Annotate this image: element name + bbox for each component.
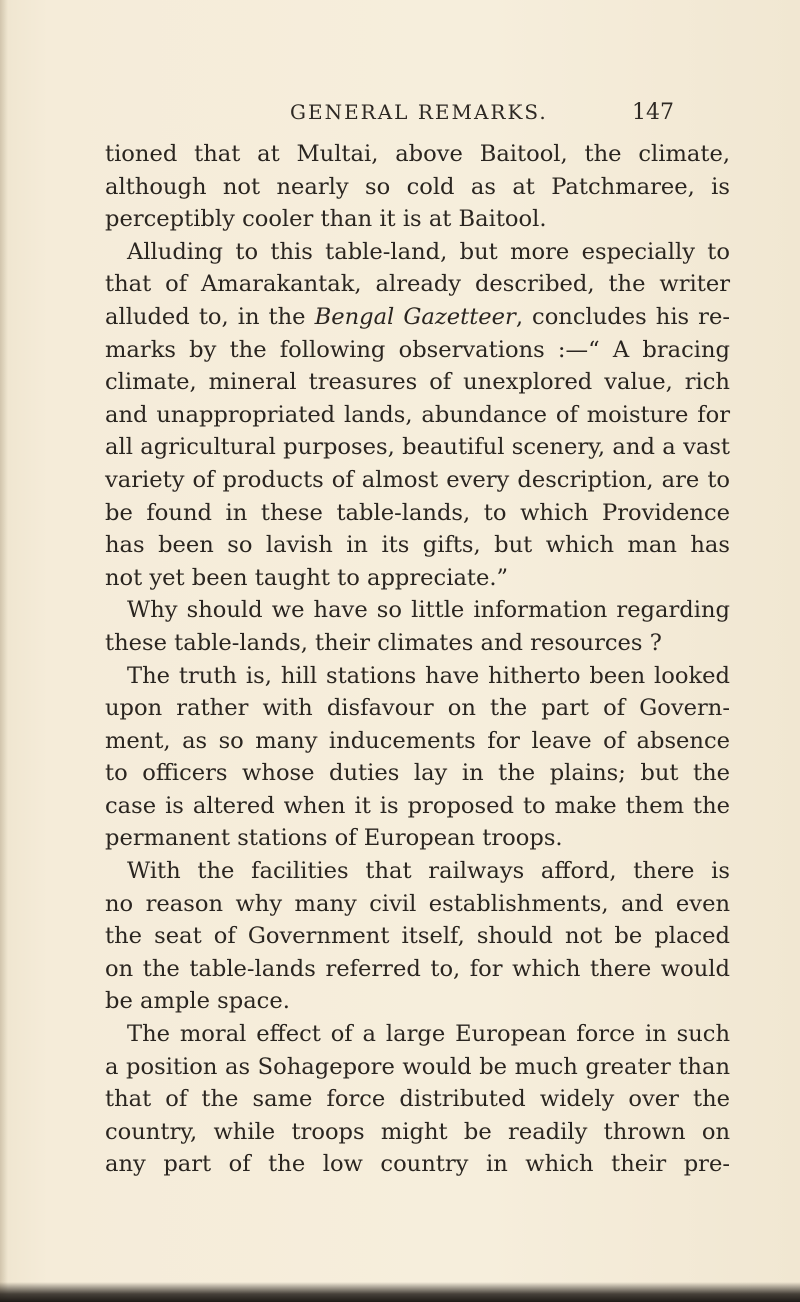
text-line: no reason why many civil establishments, and even [105,890,730,917]
page-gutter-shadow [0,0,8,1302]
text-line: all agricultural purposes, beautiful scenery, and a vast [105,434,730,461]
text-line: be found in these table-lands, to which Providence [105,499,730,526]
text-line: alluded to, in the Bengal Gazetteer, concludes his re- [105,303,730,330]
text-line: With the facilities that railways afford, there is [127,858,730,885]
text-line: the seat of Government itself, should not be placed [105,923,730,950]
text-line: that of Amarakantak, already described, the writer [105,271,730,298]
text-line: although not nearly so cold as at Patchmaree, is [105,173,730,200]
body-text [105,138,730,1181]
text-line: not yet been taught to appreciate.” [105,564,509,591]
text-line: upon rather with disfavour on the part of Govern- [105,695,730,722]
running-title: GENERAL REMARKS. [290,100,548,124]
text-line: tioned that at Multai, above Baitool, the climate, [105,141,730,167]
text-line: has been so lavish in its gifts, but which man has [105,532,730,559]
page-number: 147 [632,100,674,125]
text-line: marks by the following observations :—“ A bracing [105,336,730,363]
text-line: a position as Sohagepore would be much greater than [105,1053,730,1080]
page-bottom-edge [0,1282,800,1302]
text-line: case is altered when it is proposed to make them the [105,792,730,819]
text-line: and unappropriated lands, abundance of moisture for [105,401,730,428]
text-line: permanent stations of European troops. [105,825,563,852]
text-line: country, while troops might be readily thrown on [105,1118,730,1145]
text-line: these table-lands, their climates and resources ? [105,629,662,656]
text-line: Alluding to this table-land, but more especially to [127,238,730,265]
text-line: The moral effect of a large European force in such [127,1021,730,1048]
text-line: Why should we have so little information regarding [127,597,730,624]
text-line: variety of products of almost every description, are to [105,466,730,493]
text-line: perceptibly cooler than it is at Baitool. [105,206,547,233]
text-line: be ample space. [105,988,290,1015]
text-line: on the table-lands referred to, for which there would [105,955,730,982]
italic-title: Bengal Gazetteer [314,303,516,330]
text-line: that of the same force distributed widely over the [105,1086,730,1113]
text-line: The truth is, hill stations have hitherto been looked [127,662,730,689]
text-line: any part of the low country in which their pre- [105,1151,730,1178]
text-line: ment, as so many inducements for leave of absence [105,727,730,754]
text-line: climate, mineral treasures of unexplored value, rich [105,369,730,396]
page-header [0,100,800,140]
text-line: to officers whose duties lay in the plains; but the [105,760,730,787]
